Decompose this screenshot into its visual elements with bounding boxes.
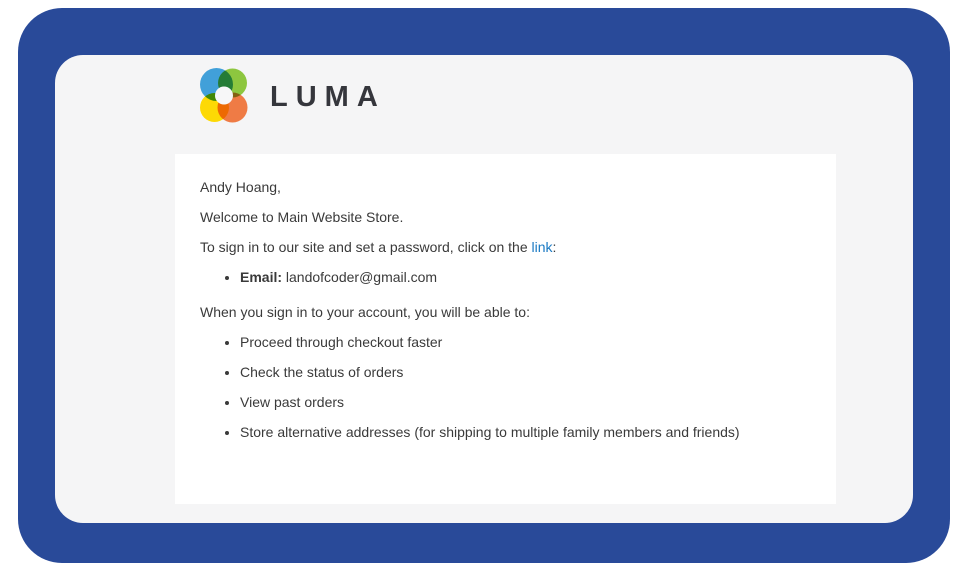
- welcome-text: Welcome to Main Website Store.: [200, 209, 404, 225]
- signin-suffix-text: :: [552, 239, 557, 255]
- brand-wordmark: LUMA: [270, 80, 386, 113]
- greeting-text: Andy Hoang,: [200, 179, 281, 195]
- store-logo-link[interactable]: [200, 68, 386, 124]
- list-item-benefit: • Proceed through checkout faster: [240, 332, 811, 352]
- list-item-benefit: • Check the status of orders: [240, 362, 811, 382]
- set-password-link[interactable]: link: [531, 239, 553, 255]
- list-item-benefit: • Store alternative addresses (for shipping to multiple family members and friends): [240, 422, 811, 442]
- email-value: landofcoder@gmail.com: [285, 269, 438, 285]
- list-item-benefit: • View past orders: [240, 392, 811, 412]
- list-item-account-email: [240, 267, 811, 287]
- luma-logo-icon: [200, 68, 248, 124]
- signin-prefix-text: To sign in to our site and set a password, click on the: [200, 239, 532, 255]
- benefits-list: [200, 332, 811, 442]
- benefits-intro-text: When you sign in to your account, you will be able to:: [200, 304, 530, 320]
- account-email-list: [200, 267, 811, 287]
- email-label: Email:: [240, 269, 283, 285]
- email-body-card: [175, 154, 836, 504]
- signin-sentence: [200, 237, 811, 257]
